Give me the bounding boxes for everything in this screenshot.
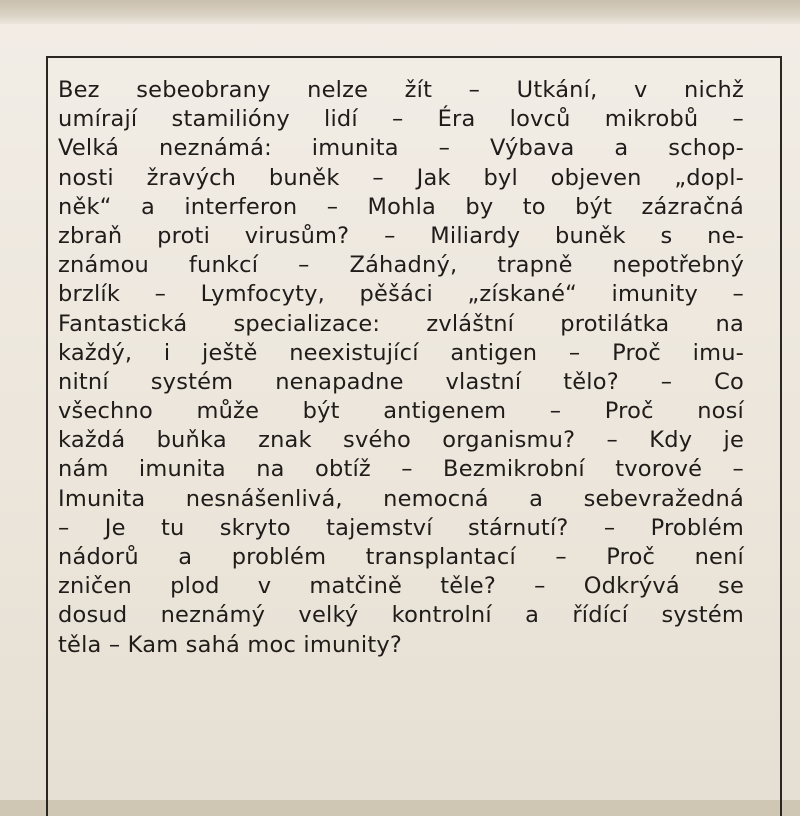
text-line-last: těla – Kam sahá moc imunity? <box>58 631 403 658</box>
text-line: nádorů a problém transplantací – Proč není <box>58 544 744 570</box>
text-line: Imunita nesnášenlivá, nemocná a sebevražedná <box>58 485 744 512</box>
text-line: Fantastická specializace: zvláštní protilátka na <box>58 310 744 337</box>
text-line: každý, i ještě neexistující antigen – Proč imu- <box>58 339 744 366</box>
text-line: známou funkcí – Záhadný, trapně nepotřebný <box>58 252 744 279</box>
text-line: každá buňka znak svého organismu? – Kdy je <box>58 427 744 454</box>
text-line: dosud neznámý velký kontrolní a řídící systém <box>58 602 744 629</box>
text-line: něk“ a interferon – Mohla by to být zázračná <box>58 193 744 220</box>
text-line: umírají stamilióny lidí – Éra lovců mikrobů – <box>58 106 744 133</box>
text-line: zničen plod v matčině těle? – Odkrývá se <box>58 573 744 600</box>
text-line: všechno může být antigenem – Proč nosí <box>58 398 744 425</box>
text-line: zbraň proti virusům? – Miliardy buněk s ne- <box>58 222 744 249</box>
text-line: Bez sebeobrany nelze žít – Utkání, v nichž <box>58 77 744 103</box>
text-line: – Je tu skryto tajemství stárnutí? – Problém <box>58 514 744 541</box>
text-line: nosti žravých buněk – Jak byl objeven „dopl- <box>58 164 744 191</box>
page-top-edge <box>0 0 800 24</box>
text-line: nitní systém nenapadne vlastní tělo? – Co <box>58 368 744 395</box>
contents-text-block <box>58 76 744 660</box>
text-line: brzlík – Lymfocyty, pěšáci „získané“ imunity – <box>58 281 744 308</box>
text-line: Velká neznámá: imunita – Výbava a schop- <box>58 135 744 162</box>
text-line: nám imunita na obtíž – Bezmikrobní tvorové – <box>58 456 744 483</box>
